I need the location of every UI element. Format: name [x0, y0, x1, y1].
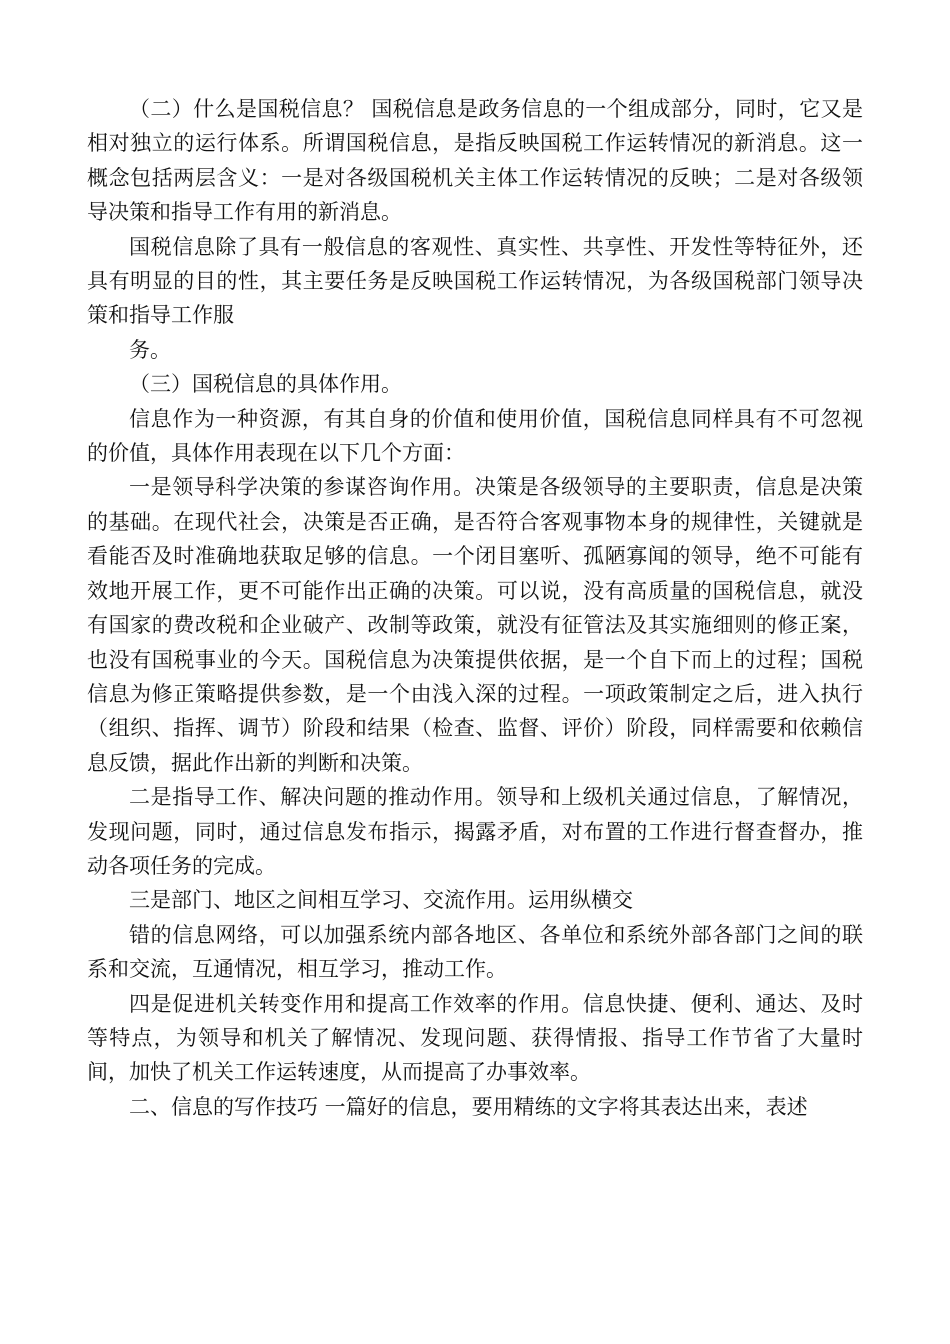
paragraph-info-network: 错的信息网络，可以加强系统内部各地区、各单位和系统外部各部门之间的联系和交流，互通情况，相互学习，推动工作。: [87, 922, 863, 982]
document-body: [87, 92, 863, 1124]
paragraph-tax-info-features: 国税信息除了具有一般信息的客观性、真实性、共享性、开发性等特征外，还具有明显的目的性，其主要任务是反映国税工作运转情况，为各级国税部门领导决策和指导工作服: [87, 234, 863, 328]
paragraph-info-as-resource: 信息作为一种资源，有其自身的价值和使用价值，国税信息同样具有不可忽视的价值，具体作用表现在以下几个方面：: [87, 406, 863, 466]
paragraph-what-is-tax-info: （二）什么是国税信息？ 国税信息是政务信息的一个组成部分，同时，它又是相对独立的运行体系。所谓国税信息，是指反映国税工作运转情况的新消息。这一概念包括两层含义：一是对各级国税机关主体工作运转情况的反映；二是对各级领导决策和指导工作有用的新消息。: [87, 97, 863, 225]
paragraph-guiding-work: 二是指导工作、解决问题的推动作用。领导和上级机关通过信息，了解情况，发现问题，同时，通过信息发布指示，揭露矛盾，对布置的工作进行督查督办，推动各项任务的完成。: [87, 785, 863, 878]
section-heading-writing-skills: 二、信息的写作技巧 一篇好的信息，要用精练的文字将其表达出来，表述: [129, 1094, 808, 1119]
section-heading-specific-role: （三）国税信息的具体作用。: [129, 372, 402, 397]
paragraph-decision-support: 一是领导科学决策的参谋咨询作用。决策是各级领导的主要职责，信息是决策的基础。在现代社会，决策是否正确，是否符合客观事物本身的规律性，关键就是看能否及时准确地获取足够的信息。一个闭目塞听、孤陋寡闻的领导，绝不可能有效地开展工作，更不可能作出正确的决策。可以说，没有高质量的国税信息，就没有国家的费改税和企业破产、改制等政策，就没有征管法及其实施细则的修正案，也没有国税事业的今天。国税信息为决策提供依据，是一个自下而上的过程；国税信息为修正策略提供参数，是一个由浅入深的过程。一项政策制定之后，进入执行（组织、指挥、调节）阶段和结果（检查、监督、评价）阶段，同样需要和依赖信息反馈，据此作出新的判断和决策。: [87, 475, 863, 775]
paragraph-efficiency: 四是促进机关转变作用和提高工作效率的作用。信息快捷、便利、通达、及时等特点，为领导和机关了解情况、发现问题、获得情报、指导工作节省了大量时间，加快了机关工作运转速度，从而提高了办事效率。: [87, 991, 863, 1085]
paragraph-fragment-service: 务。: [129, 337, 171, 362]
paragraph-mutual-learning: 三是部门、地区之间相互学习、交流作用。运用纵横交: [129, 888, 633, 913]
